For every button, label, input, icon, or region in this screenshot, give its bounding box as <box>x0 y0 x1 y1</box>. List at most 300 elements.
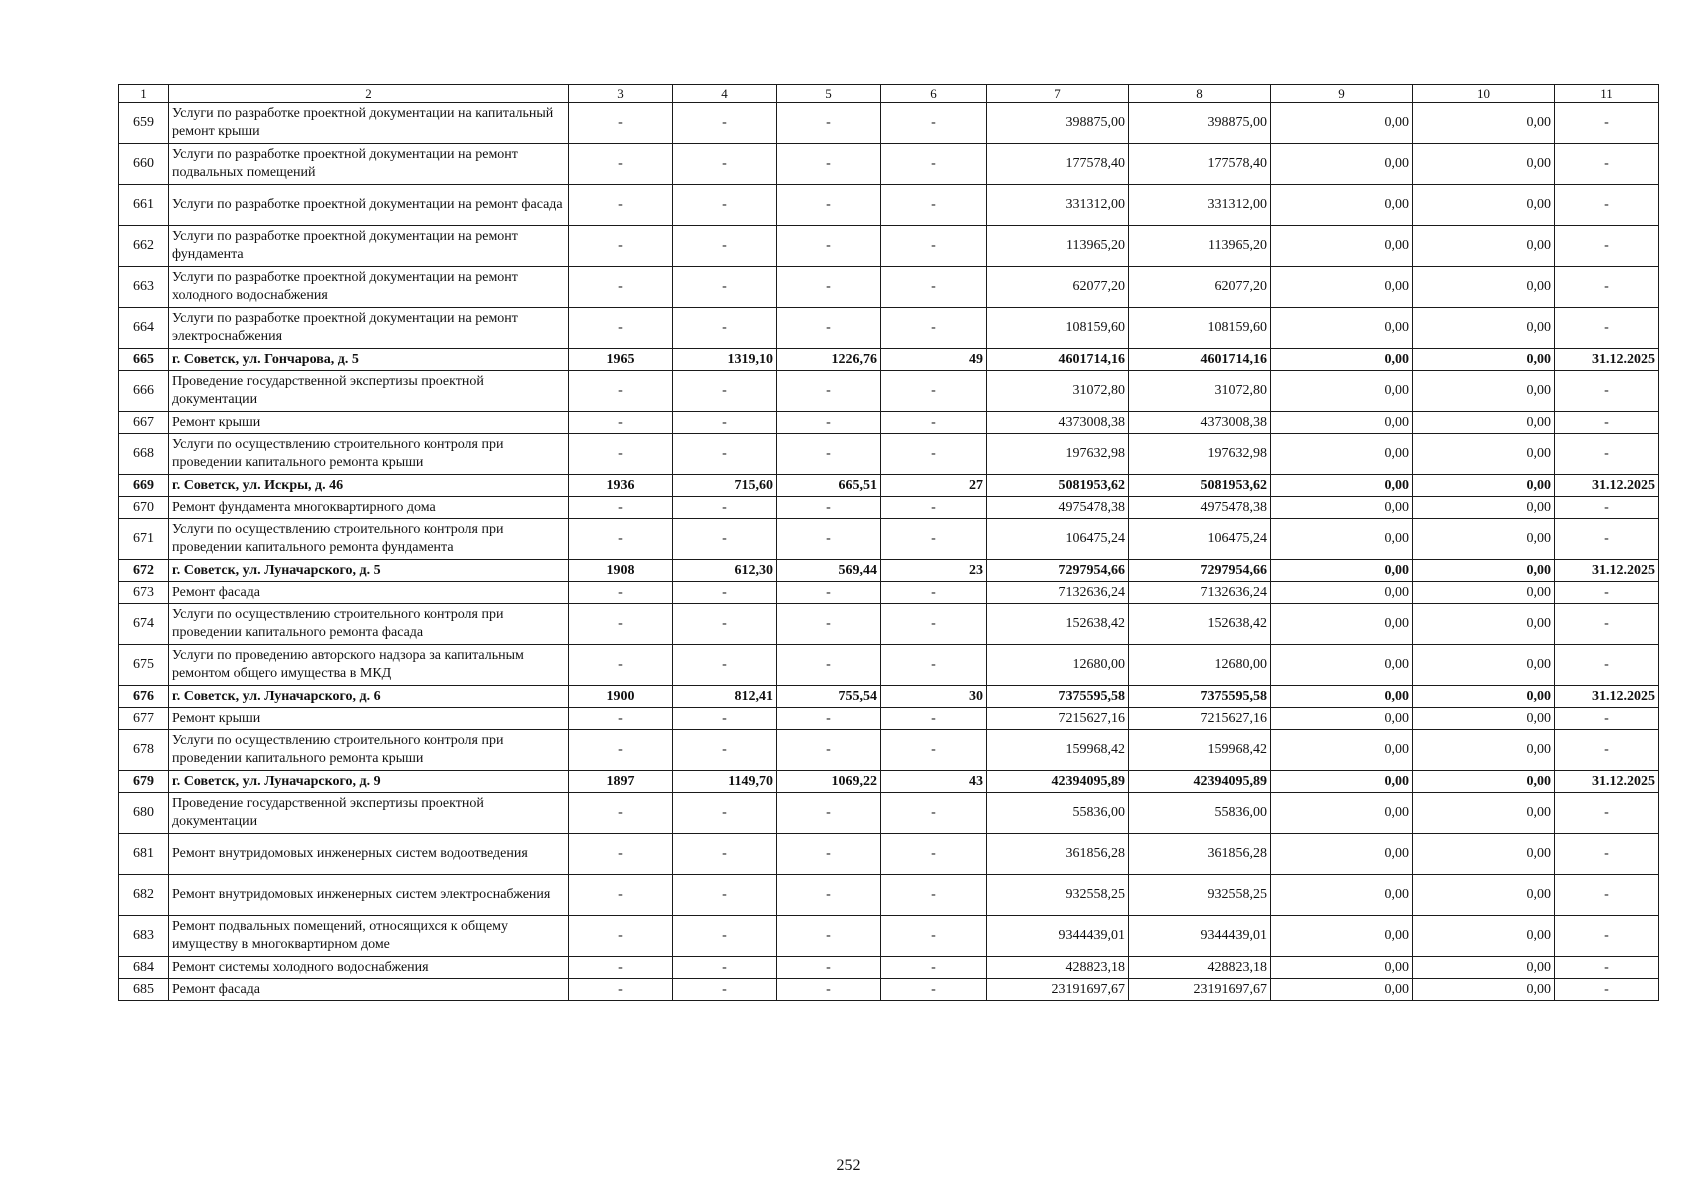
residents-cell: - <box>881 708 987 730</box>
total-area-cell: - <box>673 434 777 475</box>
row-number-cell: 682 <box>119 875 169 916</box>
owners-cost-cell: 0,00 <box>1413 834 1555 875</box>
row-number-cell: 672 <box>119 560 169 582</box>
column-number-header: 1 <box>119 85 169 103</box>
regional-fund-cost-cell: 42394095,89 <box>1129 771 1271 793</box>
owners-cost-cell: 0,00 <box>1413 144 1555 185</box>
budget-cost-cell: 0,00 <box>1271 875 1413 916</box>
row-number-cell: 659 <box>119 103 169 144</box>
build-year-cell: - <box>569 645 673 686</box>
column-number-header: 5 <box>777 85 881 103</box>
completion-date-cell: 31.12.2025 <box>1555 475 1659 497</box>
build-year-cell: 1897 <box>569 771 673 793</box>
completion-date-cell: - <box>1555 412 1659 434</box>
work-name-cell: Ремонт крыши <box>169 708 569 730</box>
build-year-cell: - <box>569 582 673 604</box>
residents-cell: - <box>881 793 987 834</box>
owners-cost-cell: 0,00 <box>1413 916 1555 957</box>
total-cost-cell: 4373008,38 <box>987 412 1129 434</box>
owners-cost-cell: 0,00 <box>1413 730 1555 771</box>
living-area-cell: - <box>777 604 881 645</box>
build-year-cell: - <box>569 793 673 834</box>
row-number-cell: 670 <box>119 497 169 519</box>
row-number-cell: 673 <box>119 582 169 604</box>
residents-cell: - <box>881 875 987 916</box>
build-year-cell: - <box>569 103 673 144</box>
regional-fund-cost-cell: 9344439,01 <box>1129 916 1271 957</box>
residents-cell: - <box>881 519 987 560</box>
residents-cell: - <box>881 103 987 144</box>
total-cost-cell: 62077,20 <box>987 267 1129 308</box>
work-name-cell: Ремонт системы холодного водоснабжения <box>169 957 569 979</box>
total-area-cell: - <box>673 834 777 875</box>
build-year-cell: - <box>569 412 673 434</box>
regional-fund-cost-cell: 31072,80 <box>1129 371 1271 412</box>
work-name-cell: Услуги по разработке проектной документации на ремонт фасада <box>169 185 569 226</box>
work-row <box>119 308 1659 349</box>
work-name-cell: Услуги по разработке проектной документации на ремонт подвальных помещений <box>169 144 569 185</box>
total-area-cell: - <box>673 730 777 771</box>
build-year-cell: - <box>569 308 673 349</box>
build-year-cell: - <box>569 371 673 412</box>
total-area-cell: - <box>673 185 777 226</box>
build-year-cell: - <box>569 144 673 185</box>
total-area-cell: - <box>673 371 777 412</box>
budget-cost-cell: 0,00 <box>1271 582 1413 604</box>
living-area-cell: - <box>777 497 881 519</box>
table-body <box>119 85 1659 1001</box>
total-cost-cell: 152638,42 <box>987 604 1129 645</box>
completion-date-cell: - <box>1555 371 1659 412</box>
residents-cell: - <box>881 957 987 979</box>
build-year-cell: 1965 <box>569 349 673 371</box>
build-year-cell: - <box>569 226 673 267</box>
completion-date-cell: - <box>1555 916 1659 957</box>
residents-cell: - <box>881 226 987 267</box>
budget-cost-cell: 0,00 <box>1271 103 1413 144</box>
total-cost-cell: 5081953,62 <box>987 475 1129 497</box>
total-area-cell: - <box>673 226 777 267</box>
address-row <box>119 686 1659 708</box>
total-area-cell: - <box>673 793 777 834</box>
residents-cell: - <box>881 308 987 349</box>
build-year-cell: - <box>569 497 673 519</box>
completion-date-cell: - <box>1555 185 1659 226</box>
regional-fund-cost-cell: 55836,00 <box>1129 793 1271 834</box>
column-number-header: 6 <box>881 85 987 103</box>
total-cost-cell: 932558,25 <box>987 875 1129 916</box>
budget-cost-cell: 0,00 <box>1271 185 1413 226</box>
budget-cost-cell: 0,00 <box>1271 957 1413 979</box>
work-row <box>119 957 1659 979</box>
living-area-cell: 569,44 <box>777 560 881 582</box>
living-area-cell: - <box>777 185 881 226</box>
completion-date-cell: 31.12.2025 <box>1555 560 1659 582</box>
total-cost-cell: 159968,42 <box>987 730 1129 771</box>
owners-cost-cell: 0,00 <box>1413 497 1555 519</box>
residents-cell: - <box>881 371 987 412</box>
budget-cost-cell: 0,00 <box>1271 771 1413 793</box>
work-row <box>119 916 1659 957</box>
owners-cost-cell: 0,00 <box>1413 645 1555 686</box>
budget-cost-cell: 0,00 <box>1271 560 1413 582</box>
total-cost-cell: 55836,00 <box>987 793 1129 834</box>
regional-fund-cost-cell: 106475,24 <box>1129 519 1271 560</box>
total-cost-cell: 42394095,89 <box>987 771 1129 793</box>
build-year-cell: - <box>569 434 673 475</box>
work-name-cell: г. Советск, ул. Луначарского, д. 5 <box>169 560 569 582</box>
row-number-cell: 665 <box>119 349 169 371</box>
row-number-cell: 662 <box>119 226 169 267</box>
build-year-cell: - <box>569 979 673 1001</box>
budget-cost-cell: 0,00 <box>1271 645 1413 686</box>
completion-date-cell: - <box>1555 834 1659 875</box>
owners-cost-cell: 0,00 <box>1413 308 1555 349</box>
regional-fund-cost-cell: 4373008,38 <box>1129 412 1271 434</box>
regional-fund-cost-cell: 177578,40 <box>1129 144 1271 185</box>
address-row <box>119 560 1659 582</box>
living-area-cell: - <box>777 267 881 308</box>
completion-date-cell: - <box>1555 604 1659 645</box>
residents-cell: 23 <box>881 560 987 582</box>
regional-fund-cost-cell: 4601714,16 <box>1129 349 1271 371</box>
living-area-cell: - <box>777 434 881 475</box>
residents-cell: - <box>881 267 987 308</box>
total-cost-cell: 177578,40 <box>987 144 1129 185</box>
build-year-cell: 1936 <box>569 475 673 497</box>
total-area-cell: - <box>673 645 777 686</box>
regional-fund-cost-cell: 7297954,66 <box>1129 560 1271 582</box>
total-area-cell: 1319,10 <box>673 349 777 371</box>
budget-cost-cell: 0,00 <box>1271 434 1413 475</box>
row-number-cell: 675 <box>119 645 169 686</box>
owners-cost-cell: 0,00 <box>1413 185 1555 226</box>
completion-date-cell: - <box>1555 708 1659 730</box>
living-area-cell: - <box>777 730 881 771</box>
total-area-cell: - <box>673 582 777 604</box>
completion-date-cell: - <box>1555 645 1659 686</box>
living-area-cell: - <box>777 979 881 1001</box>
work-row <box>119 604 1659 645</box>
living-area-cell: - <box>777 371 881 412</box>
row-number-cell: 679 <box>119 771 169 793</box>
work-row <box>119 267 1659 308</box>
row-number-cell: 669 <box>119 475 169 497</box>
work-name-cell: г. Советск, ул. Луначарского, д. 6 <box>169 686 569 708</box>
total-area-cell: - <box>673 412 777 434</box>
budget-cost-cell: 0,00 <box>1271 497 1413 519</box>
total-cost-cell: 331312,00 <box>987 185 1129 226</box>
living-area-cell: 665,51 <box>777 475 881 497</box>
budget-cost-cell: 0,00 <box>1271 708 1413 730</box>
work-name-cell: г. Советск, ул. Гончарова, д. 5 <box>169 349 569 371</box>
work-row <box>119 730 1659 771</box>
build-year-cell: - <box>569 957 673 979</box>
work-row <box>119 793 1659 834</box>
living-area-cell: 1069,22 <box>777 771 881 793</box>
column-number-header: 7 <box>987 85 1129 103</box>
completion-date-cell: - <box>1555 226 1659 267</box>
living-area-cell: - <box>777 645 881 686</box>
living-area-cell: - <box>777 793 881 834</box>
build-year-cell: - <box>569 519 673 560</box>
residents-cell: 30 <box>881 686 987 708</box>
total-cost-cell: 7215627,16 <box>987 708 1129 730</box>
work-name-cell: Ремонт фасада <box>169 979 569 1001</box>
row-number-cell: 684 <box>119 957 169 979</box>
row-number-cell: 667 <box>119 412 169 434</box>
total-area-cell: - <box>673 267 777 308</box>
budget-cost-cell: 0,00 <box>1271 834 1413 875</box>
budget-cost-cell: 0,00 <box>1271 730 1413 771</box>
column-number-header: 3 <box>569 85 673 103</box>
address-row <box>119 771 1659 793</box>
completion-date-cell: - <box>1555 582 1659 604</box>
total-area-cell: - <box>673 875 777 916</box>
total-cost-cell: 398875,00 <box>987 103 1129 144</box>
work-name-cell: Услуги по проведению авторского надзора за капитальным ремонтом общего имущества в МКД <box>169 645 569 686</box>
row-number-cell: 674 <box>119 604 169 645</box>
budget-cost-cell: 0,00 <box>1271 226 1413 267</box>
work-row <box>119 412 1659 434</box>
work-row <box>119 519 1659 560</box>
residents-cell: - <box>881 144 987 185</box>
total-area-cell: - <box>673 308 777 349</box>
budget-cost-cell: 0,00 <box>1271 308 1413 349</box>
work-row <box>119 834 1659 875</box>
build-year-cell: - <box>569 875 673 916</box>
owners-cost-cell: 0,00 <box>1413 412 1555 434</box>
row-number-cell: 683 <box>119 916 169 957</box>
living-area-cell: - <box>777 708 881 730</box>
build-year-cell: - <box>569 708 673 730</box>
budget-cost-cell: 0,00 <box>1271 979 1413 1001</box>
regional-fund-cost-cell: 62077,20 <box>1129 267 1271 308</box>
total-cost-cell: 23191697,67 <box>987 979 1129 1001</box>
owners-cost-cell: 0,00 <box>1413 519 1555 560</box>
build-year-cell: - <box>569 730 673 771</box>
living-area-cell: - <box>777 875 881 916</box>
living-area-cell: - <box>777 412 881 434</box>
work-row <box>119 434 1659 475</box>
row-number-cell: 671 <box>119 519 169 560</box>
build-year-cell: - <box>569 916 673 957</box>
living-area-cell: - <box>777 519 881 560</box>
living-area-cell: - <box>777 144 881 185</box>
total-cost-cell: 9344439,01 <box>987 916 1129 957</box>
total-cost-cell: 7132636,24 <box>987 582 1129 604</box>
work-name-cell: г. Советск, ул. Искры, д. 46 <box>169 475 569 497</box>
work-name-cell: Ремонт внутридомовых инженерных систем электроснабжения <box>169 875 569 916</box>
residents-cell: 49 <box>881 349 987 371</box>
completion-date-cell: - <box>1555 519 1659 560</box>
completion-date-cell: - <box>1555 497 1659 519</box>
column-number-header: 9 <box>1271 85 1413 103</box>
work-row <box>119 371 1659 412</box>
column-number-header: 4 <box>673 85 777 103</box>
total-area-cell: 612,30 <box>673 560 777 582</box>
residents-cell: - <box>881 730 987 771</box>
total-area-cell: 812,41 <box>673 686 777 708</box>
total-cost-cell: 108159,60 <box>987 308 1129 349</box>
completion-date-cell: 31.12.2025 <box>1555 686 1659 708</box>
residents-cell: - <box>881 434 987 475</box>
total-area-cell: - <box>673 144 777 185</box>
budget-cost-cell: 0,00 <box>1271 519 1413 560</box>
build-year-cell: - <box>569 834 673 875</box>
total-cost-cell: 428823,18 <box>987 957 1129 979</box>
regional-fund-cost-cell: 5081953,62 <box>1129 475 1271 497</box>
work-name-cell: г. Советск, ул. Луначарского, д. 9 <box>169 771 569 793</box>
work-name-cell: Ремонт фундамента многоквартирного дома <box>169 497 569 519</box>
residents-cell: 27 <box>881 475 987 497</box>
completion-date-cell: - <box>1555 979 1659 1001</box>
owners-cost-cell: 0,00 <box>1413 475 1555 497</box>
total-area-cell: 715,60 <box>673 475 777 497</box>
row-number-cell: 664 <box>119 308 169 349</box>
total-cost-cell: 31072,80 <box>987 371 1129 412</box>
completion-date-cell: - <box>1555 730 1659 771</box>
work-row <box>119 144 1659 185</box>
regional-fund-cost-cell: 932558,25 <box>1129 875 1271 916</box>
work-name-cell: Ремонт подвальных помещений, относящихся к общему имуществу в многоквартирном доме <box>169 916 569 957</box>
address-row <box>119 349 1659 371</box>
budget-cost-cell: 0,00 <box>1271 475 1413 497</box>
build-year-cell: - <box>569 267 673 308</box>
build-year-cell: - <box>569 604 673 645</box>
work-name-cell: Услуги по осуществлению строительного контроля при проведении капитального ремонта фундамента <box>169 519 569 560</box>
total-cost-cell: 7375595,58 <box>987 686 1129 708</box>
work-name-cell: Услуги по разработке проектной документации на ремонт холодного водоснабжения <box>169 267 569 308</box>
total-area-cell: - <box>673 979 777 1001</box>
regional-fund-cost-cell: 7375595,58 <box>1129 686 1271 708</box>
build-year-cell: - <box>569 185 673 226</box>
work-name-cell: Услуги по разработке проектной документации на ремонт электроснабжения <box>169 308 569 349</box>
total-area-cell: - <box>673 604 777 645</box>
work-name-cell: Проведение государственной экспертизы проектной документации <box>169 793 569 834</box>
total-area-cell: - <box>673 103 777 144</box>
completion-date-cell: - <box>1555 308 1659 349</box>
regional-fund-cost-cell: 331312,00 <box>1129 185 1271 226</box>
work-row <box>119 103 1659 144</box>
column-number-header: 2 <box>169 85 569 103</box>
column-number-header: 10 <box>1413 85 1555 103</box>
regional-fund-cost-cell: 4975478,38 <box>1129 497 1271 519</box>
total-cost-cell: 7297954,66 <box>987 560 1129 582</box>
completion-date-cell: - <box>1555 267 1659 308</box>
completion-date-cell: 31.12.2025 <box>1555 771 1659 793</box>
regional-fund-cost-cell: 108159,60 <box>1129 308 1271 349</box>
living-area-cell: 1226,76 <box>777 349 881 371</box>
living-area-cell: - <box>777 916 881 957</box>
total-cost-cell: 113965,20 <box>987 226 1129 267</box>
owners-cost-cell: 0,00 <box>1413 371 1555 412</box>
residents-cell: 43 <box>881 771 987 793</box>
completion-date-cell: - <box>1555 793 1659 834</box>
residents-cell: - <box>881 979 987 1001</box>
completion-date-cell: - <box>1555 875 1659 916</box>
column-number-header-row <box>119 85 1659 103</box>
row-number-cell: 666 <box>119 371 169 412</box>
residents-cell: - <box>881 645 987 686</box>
owners-cost-cell: 0,00 <box>1413 708 1555 730</box>
total-area-cell: - <box>673 957 777 979</box>
row-number-cell: 668 <box>119 434 169 475</box>
regional-fund-cost-cell: 113965,20 <box>1129 226 1271 267</box>
work-row <box>119 875 1659 916</box>
build-year-cell: 1908 <box>569 560 673 582</box>
living-area-cell: - <box>777 308 881 349</box>
owners-cost-cell: 0,00 <box>1413 349 1555 371</box>
work-name-cell: Услуги по осуществлению строительного контроля при проведении капитального ремонта крыши <box>169 434 569 475</box>
budget-cost-cell: 0,00 <box>1271 267 1413 308</box>
living-area-cell: - <box>777 834 881 875</box>
work-name-cell: Ремонт внутридомовых инженерных систем водоотведения <box>169 834 569 875</box>
regional-fund-cost-cell: 12680,00 <box>1129 645 1271 686</box>
capital-repair-table <box>118 84 1659 1001</box>
regional-fund-cost-cell: 159968,42 <box>1129 730 1271 771</box>
owners-cost-cell: 0,00 <box>1413 560 1555 582</box>
row-number-cell: 663 <box>119 267 169 308</box>
total-cost-cell: 361856,28 <box>987 834 1129 875</box>
work-name-cell: Проведение государственной экспертизы проектной документации <box>169 371 569 412</box>
owners-cost-cell: 0,00 <box>1413 226 1555 267</box>
regional-fund-cost-cell: 7215627,16 <box>1129 708 1271 730</box>
work-name-cell: Ремонт фасада <box>169 582 569 604</box>
row-number-cell: 685 <box>119 979 169 1001</box>
row-number-cell: 660 <box>119 144 169 185</box>
owners-cost-cell: 0,00 <box>1413 582 1555 604</box>
budget-cost-cell: 0,00 <box>1271 144 1413 185</box>
column-number-header: 11 <box>1555 85 1659 103</box>
work-row <box>119 497 1659 519</box>
row-number-cell: 677 <box>119 708 169 730</box>
total-cost-cell: 197632,98 <box>987 434 1129 475</box>
total-area-cell: - <box>673 708 777 730</box>
residents-cell: - <box>881 185 987 226</box>
regional-fund-cost-cell: 361856,28 <box>1129 834 1271 875</box>
owners-cost-cell: 0,00 <box>1413 875 1555 916</box>
work-name-cell: Услуги по осуществлению строительного контроля при проведении капитального ремонта крыши <box>169 730 569 771</box>
budget-cost-cell: 0,00 <box>1271 349 1413 371</box>
total-cost-cell: 4601714,16 <box>987 349 1129 371</box>
column-number-header: 8 <box>1129 85 1271 103</box>
work-row <box>119 645 1659 686</box>
completion-date-cell: - <box>1555 144 1659 185</box>
regional-fund-cost-cell: 197632,98 <box>1129 434 1271 475</box>
row-number-cell: 661 <box>119 185 169 226</box>
address-row <box>119 475 1659 497</box>
residents-cell: - <box>881 412 987 434</box>
living-area-cell: 755,54 <box>777 686 881 708</box>
work-name-cell: Услуги по осуществлению строительного контроля при проведении капитального ремонта фасада <box>169 604 569 645</box>
completion-date-cell: 31.12.2025 <box>1555 349 1659 371</box>
budget-cost-cell: 0,00 <box>1271 371 1413 412</box>
total-cost-cell: 106475,24 <box>987 519 1129 560</box>
living-area-cell: - <box>777 957 881 979</box>
budget-cost-cell: 0,00 <box>1271 412 1413 434</box>
total-area-cell: - <box>673 519 777 560</box>
completion-date-cell: - <box>1555 434 1659 475</box>
total-area-cell: - <box>673 497 777 519</box>
work-name-cell: Услуги по разработке проектной документации на капитальный ремонт крыши <box>169 103 569 144</box>
total-cost-cell: 12680,00 <box>987 645 1129 686</box>
owners-cost-cell: 0,00 <box>1413 103 1555 144</box>
completion-date-cell: - <box>1555 957 1659 979</box>
row-number-cell: 676 <box>119 686 169 708</box>
row-number-cell: 680 <box>119 793 169 834</box>
work-row <box>119 226 1659 267</box>
